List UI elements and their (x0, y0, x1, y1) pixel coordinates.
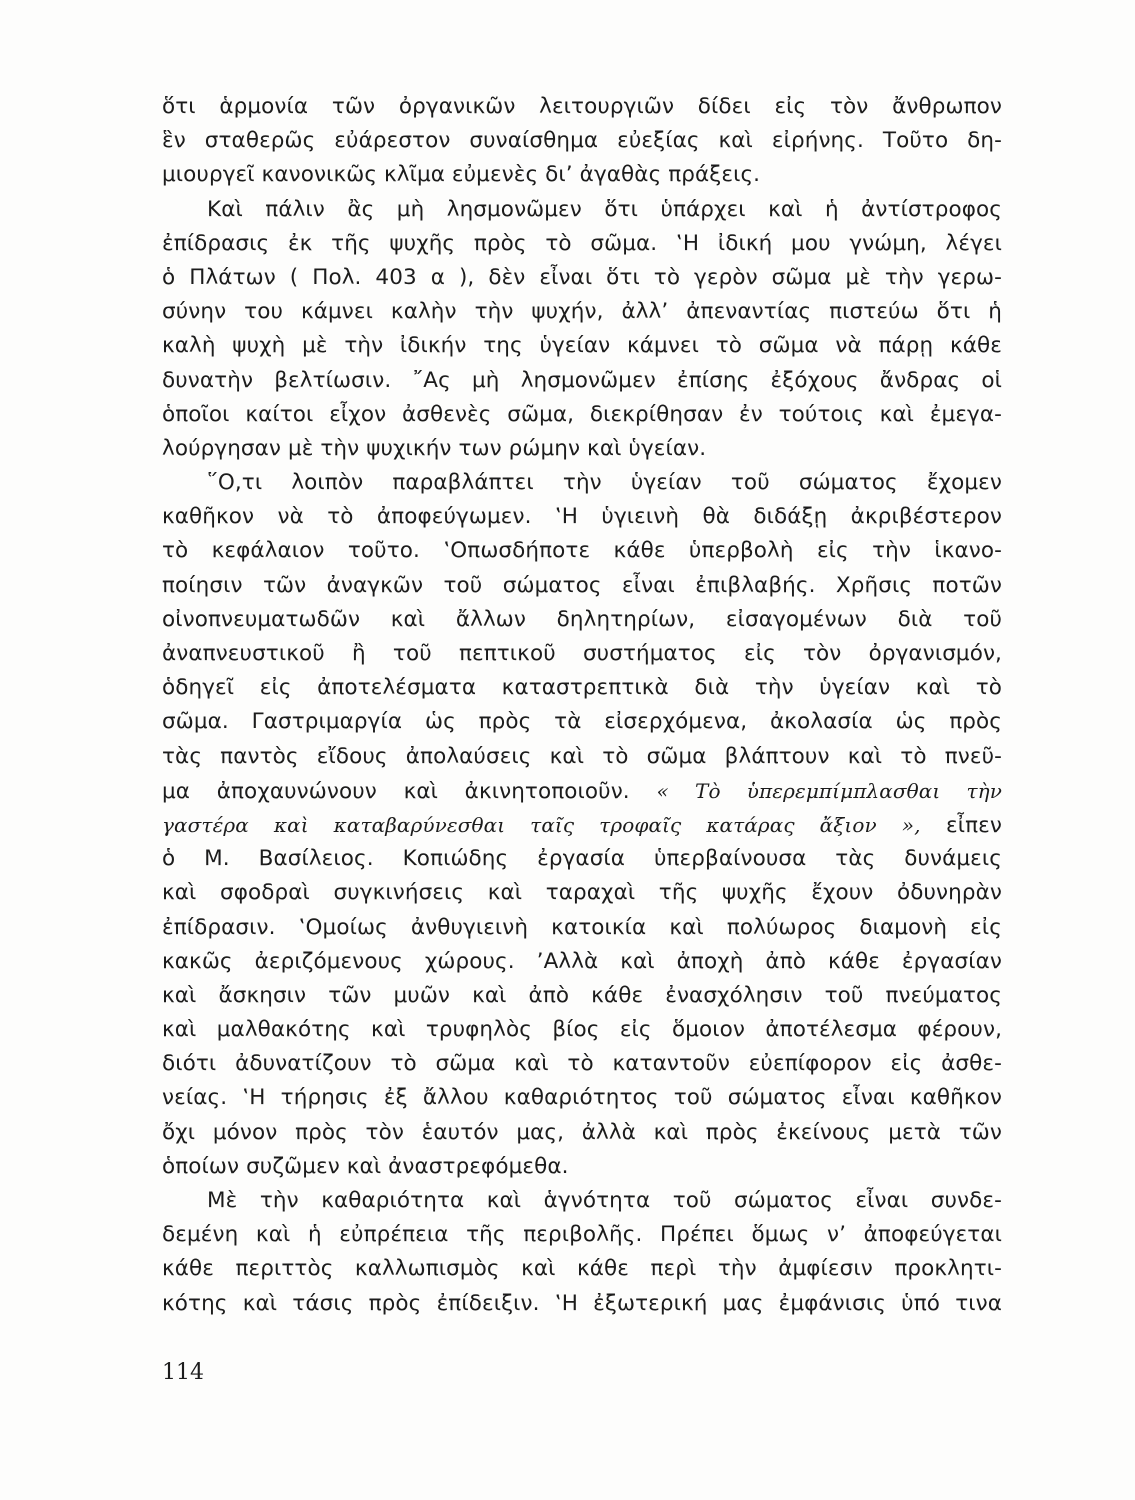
line-tail: εἶπεν (946, 812, 1002, 838)
text-line (162, 705, 1002, 739)
text-line (162, 1116, 1002, 1150)
line-text: ποίησιν τῶν ἀναγκῶν τοῦ σώματος εἶναι ἐπιβλαβής. Χρῆσις ποτῶν (162, 572, 1002, 598)
line-text: δυνατὴν βελτίωσιν. ῎Ας μὴ λησμονῶμεν ἐπίσης ἐξόχους ἄνδρας οἱ (162, 367, 1002, 393)
page-number: 114 (162, 1360, 204, 1385)
line-text: ὁ Πλάτων ( Πολ. 403 α ), δὲν εἶναι ὅτι τὸ γερὸν σῶμα μὲ τὴν γερω- (162, 264, 1002, 290)
text-line (162, 432, 1002, 466)
text-line (162, 398, 1002, 432)
line-text: δεμένη καὶ ἡ εὐπρέπεια τῆς περιβολῆς. Πρέπει ὅμως ν’ ἀποφεύγεται (162, 1222, 1002, 1248)
text-line (162, 193, 1002, 227)
quote-text: γαστέρα καὶ καταβαρύνεσθαι ταῖς τροφαῖς κατάρας ἄξιον », (162, 812, 921, 837)
line-text: ὁ Μ. Βασίλειος. Κοπιώδης ἐργασία ὑπερβαίνουσα τὰς δυνάμεις (162, 846, 1002, 872)
text-line (162, 329, 1002, 363)
line-text: ἓν σταθερῶς εὐάρεστον συναίσθημα εὐεξίας καὶ εἰρήνης. Τοῦτο δη- (162, 128, 1002, 154)
line-text: Μὲ τὴν καθαριότητα καὶ ἁγνότητα τοῦ σώματος εἶναι συνδε- (207, 1188, 1002, 1213)
line-text: καθῆκον νὰ τὸ ἀποφεύγωμεν. ‛Η ὑγιεινὴ θὰ διδάξῃ ἀκριβέστερον (162, 504, 1002, 530)
line-text: τὸ κεφάλαιον τοῦτο. ‛Οπωσδήποτε κάθε ὑπερβολὴ εἰς τὴν ἱκανο- (162, 538, 1002, 564)
text-line (162, 911, 1002, 945)
line-text: ὁποῖοι καίτοι εἶχον ἀσθενὲς σῶμα, διεκρίθησαν ἐν τούτοις καὶ ἐμεγα- (162, 401, 1002, 427)
line-text: ἐπίδρασις ἐκ τῆς ψυχῆς πρὸς τὸ σῶμα. ‛Η ἰδική μου γνώμη, λέγει (162, 230, 1002, 256)
text-line (162, 1287, 1002, 1321)
line-text: καλὴ ψυχὴ μὲ τὴν ἰδικήν της ὑγείαν κάμνει τὸ σῶμα νὰ πάρῃ κάθε (162, 333, 1002, 359)
body-text (162, 90, 1002, 1321)
text-line (162, 227, 1002, 261)
text-line (162, 945, 1002, 979)
line-text: λούργησαν μὲ τὴν ψυχικήν των ρώμην καὶ ὑγείαν. (162, 435, 707, 461)
text-line (162, 1081, 1002, 1115)
text-line (162, 1252, 1002, 1286)
text-line (162, 876, 1002, 910)
text-line (162, 1047, 1002, 1081)
line-text: οἰνοπνευματωδῶν καὶ ἄλλων δηλητηρίων, εἰσαγομένων διὰ τοῦ (162, 606, 1002, 632)
text-line (162, 569, 1002, 603)
text-line (162, 842, 1002, 876)
text-line (162, 637, 1002, 671)
text-line (162, 1184, 1002, 1218)
text-line (162, 774, 1002, 808)
text-line (162, 979, 1002, 1013)
text-line (162, 364, 1002, 398)
line-text: σύνην του κάμνει καλὴν τὴν ψυχήν, ἀλλ’ ἀπεναντίας πιστεύω ὅτι ἡ (162, 299, 1002, 325)
line-text: σῶμα. Γαστριμαργία ὡς πρὸς τὰ εἰσερχόμενα, ἀκολασία ὡς πρὸς (162, 709, 1002, 735)
line-text: κακῶς ἀεριζόμενους χώρους. ’Αλλὰ καὶ ἀποχὴ ἀπὸ κάθε ἐργασίαν (162, 948, 1002, 974)
line-text: ὁδηγεῖ εἰς ἀποτελέσματα καταστρεπτικὰ διὰ τὴν ὑγείαν καὶ τὸ (162, 675, 1002, 701)
line-text: διότι ἀδυνατίζουν τὸ σῶμα καὶ τὸ καταντοῦν εὐεπίφορον εἰς ἀσθε- (162, 1051, 1002, 1077)
line-text: ῞Ο,τι λοιπὸν παραβλάπτει τὴν ὑγείαν τοῦ σώματος ἔχομεν (207, 470, 1002, 496)
text-line (162, 90, 1002, 124)
text-line (162, 671, 1002, 705)
text-line (162, 500, 1002, 534)
line-text: νείας. ‛Η τήρησις ἐξ ἄλλου καθαριότητος τοῦ σώματος εἶναι καθῆκον (162, 1085, 1002, 1111)
text-line (162, 1150, 1002, 1184)
line-text: καὶ μαλθακότης καὶ τρυφηλὸς βίος εἰς ὅμοιον ἀποτέλεσμα φέρουν, (162, 1017, 1002, 1043)
line-text: κότης καὶ τάσις πρὸς ἐπίδειξιν. ‛Η ἐξωτερική μας ἐμφάνισις ὑπό τινα (162, 1290, 1002, 1316)
line-text: μα ἀποχαυνώνουν καὶ ἀκινητοποιοῦν. (162, 778, 630, 804)
text-line (162, 295, 1002, 329)
text-line (162, 1218, 1002, 1252)
line-text: ὁποίων συζῶμεν καὶ ἀναστρεφόμεθα. (162, 1153, 569, 1179)
text-line (162, 124, 1002, 158)
line-text: ὄχι μόνον πρὸς τὸν ἑαυτόν μας, ἀλλὰ καὶ πρὸς ἐκείνους μετὰ τῶν (162, 1119, 1002, 1145)
text-line (162, 603, 1002, 637)
text-line (162, 534, 1002, 568)
text-line (162, 158, 1002, 192)
line-text: μιουργεῖ κανονικῶς κλῖμα εὐμενὲς δι’ ἀγαθὰς πράξεις. (162, 162, 761, 188)
text-line (162, 261, 1002, 295)
text-line (162, 1013, 1002, 1047)
quote-text: « Τὸ ὑπερεμπίμπλασθαι τὴν (656, 778, 1002, 803)
line-text: κάθε περιττὸς καλλωπισμὸς καὶ κάθε περὶ τὴν ἀμφίεσιν προκλητι- (162, 1256, 1002, 1282)
line-text: καὶ ἄσκησιν τῶν μυῶν καὶ ἀπὸ κάθε ἐνασχόλησιν τοῦ πνεύματος (162, 982, 1002, 1008)
text-line (162, 740, 1002, 774)
line-text: ἐπίδρασιν. ‛Ομοίως ἀνθυγιεινὴ κατοικία καὶ πολύωρος διαμονὴ εἰς (162, 914, 1002, 940)
line-text: καὶ σφοδραὶ συγκινήσεις καὶ ταραχαὶ τῆς ψυχῆς ἔχουν ὀδυνηρὰν (162, 880, 1002, 906)
line-text: Καὶ πάλιν ἂς μὴ λησμονῶμεν ὅτι ὑπάρχει καὶ ἡ ἀντίστροφος (207, 196, 1002, 222)
text-line (162, 808, 1002, 842)
line-text: ὅτι ἁρμονία τῶν ὀργανικῶν λειτουργιῶν δίδει εἰς τὸν ἄνθρωπον (162, 94, 1002, 119)
text-line (162, 466, 1002, 500)
line-text: τὰς παντὸς εἴδους ἀπολαύσεις καὶ τὸ σῶμα βλάπτουν καὶ τὸ πνεῦ- (162, 743, 1002, 769)
line-text: ἀναπνευστικοῦ ἢ τοῦ πεπτικοῦ συστήματος εἰς τὸν ὀργανισμόν, (162, 641, 1002, 666)
